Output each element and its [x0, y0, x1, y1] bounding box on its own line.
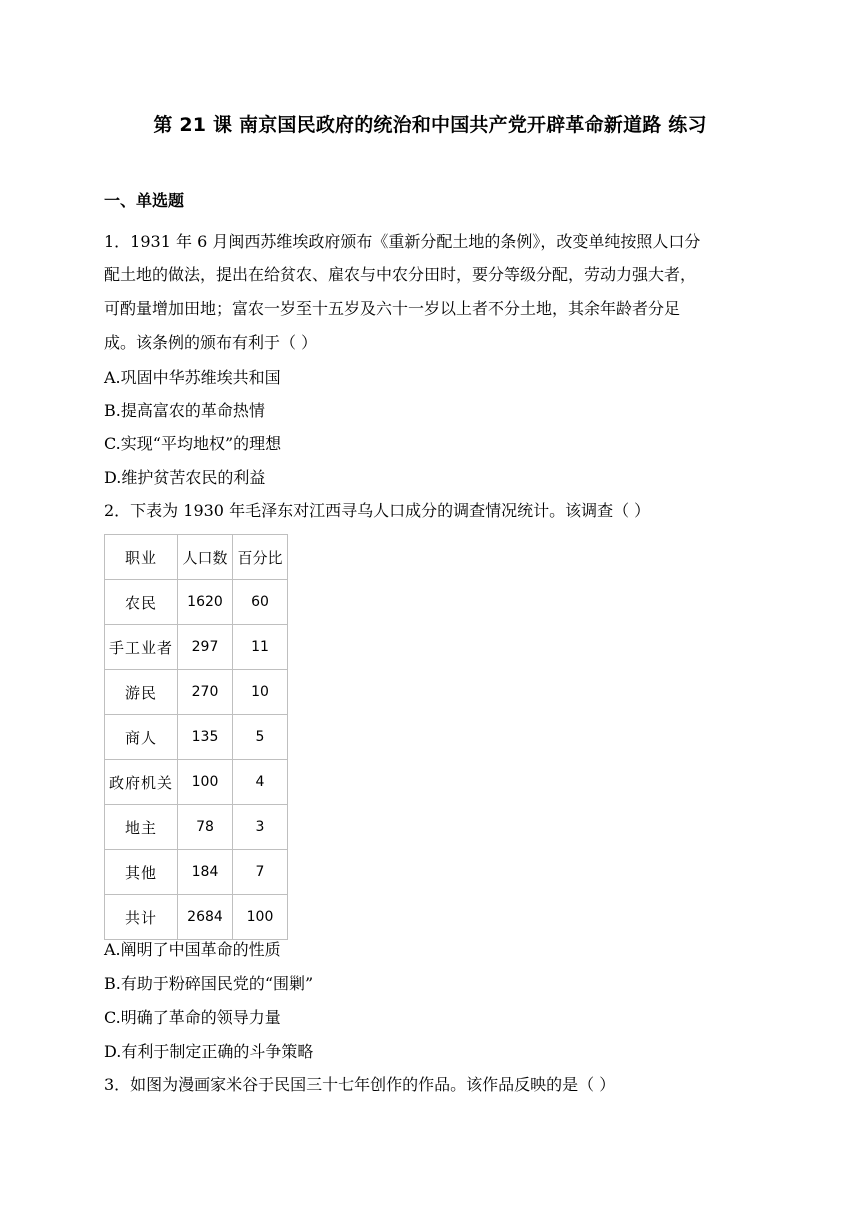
- table-cell: 7: [233, 850, 288, 895]
- section-heading: 一、单选题: [104, 191, 185, 210]
- question-2-option-b: B.有助于粉碎国民党的“围剿”: [104, 974, 314, 993]
- table-cell: 政府机关: [105, 760, 178, 805]
- population-table: [104, 534, 288, 940]
- question-2-option-c: C.明确了革命的领导力量: [104, 1008, 281, 1027]
- question-1-line-1: 1．1931 年 6 月闽西苏维埃政府颁布《重新分配土地的条例》，改变单纯按照人口分: [104, 232, 701, 251]
- table-header-row: [105, 535, 288, 580]
- table-cell: 其他: [105, 850, 178, 895]
- table-cell: 手工业者: [105, 625, 178, 670]
- table-row: [105, 850, 288, 895]
- question-1-option-d: D.维护贫苦农民的利益: [104, 468, 266, 487]
- table-header-cell: 人口数: [178, 535, 233, 580]
- table-row: [105, 805, 288, 850]
- table-row: [105, 580, 288, 625]
- question-2-option-d: D.有利于制定正确的斗争策略: [104, 1042, 314, 1061]
- table-cell: 10: [233, 670, 288, 715]
- table-cell: 游民: [105, 670, 178, 715]
- page-title: 第 21 课 南京国民政府的统治和中国共产党开辟革命新道路 练习: [153, 114, 707, 136]
- question-3-stem: 3．如图为漫画家米谷于民国三十七年创作的作品。该作品反映的是（ ）: [104, 1075, 616, 1094]
- question-2-stem: 2．下表为 1930 年毛泽东对江西寻乌人口成分的调查情况统计。该调查（ ）: [104, 501, 651, 520]
- table-cell: 78: [178, 805, 233, 850]
- table-cell: 共计: [105, 895, 178, 940]
- question-1-option-a: A.巩固中华苏维埃共和国: [104, 368, 281, 387]
- table-row: [105, 760, 288, 805]
- question-1-option-b: B.提高富农的革命热情: [104, 401, 265, 420]
- table-row: [105, 895, 288, 940]
- table-row: [105, 670, 288, 715]
- table-cell: 地主: [105, 805, 178, 850]
- table-cell: 3: [233, 805, 288, 850]
- table-row: [105, 625, 288, 670]
- question-1-line-3: 可酌量增加田地；富农一岁至十五岁及六十一岁以上者不分土地，其余年龄者分足: [104, 299, 681, 318]
- table-cell: 100: [178, 760, 233, 805]
- table-cell: 297: [178, 625, 233, 670]
- question-1-line-2: 配土地的做法，提出在给贫农、雇农与中农分田时，要分等级分配，劳动力强大者，: [104, 265, 697, 284]
- table-cell: 270: [178, 670, 233, 715]
- table-cell: 5: [233, 715, 288, 760]
- table-cell: 农民: [105, 580, 178, 625]
- question-1-line-4: 成。该条例的颁布有利于（ ）: [104, 333, 318, 352]
- table-cell: 135: [178, 715, 233, 760]
- table-row: [105, 715, 288, 760]
- table-cell: 100: [233, 895, 288, 940]
- question-2-option-a: A.阐明了中国革命的性质: [104, 940, 281, 959]
- question-1-option-c: C.实现“平均地权”的理想: [104, 434, 282, 453]
- table-header-cell: 百分比: [233, 535, 288, 580]
- table-cell: 4: [233, 760, 288, 805]
- table-cell: 60: [233, 580, 288, 625]
- table-cell: 11: [233, 625, 288, 670]
- table-cell: 2684: [178, 895, 233, 940]
- table-cell: 1620: [178, 580, 233, 625]
- table-cell: 商人: [105, 715, 178, 760]
- table-header-cell: 职业: [105, 535, 178, 580]
- table-cell: 184: [178, 850, 233, 895]
